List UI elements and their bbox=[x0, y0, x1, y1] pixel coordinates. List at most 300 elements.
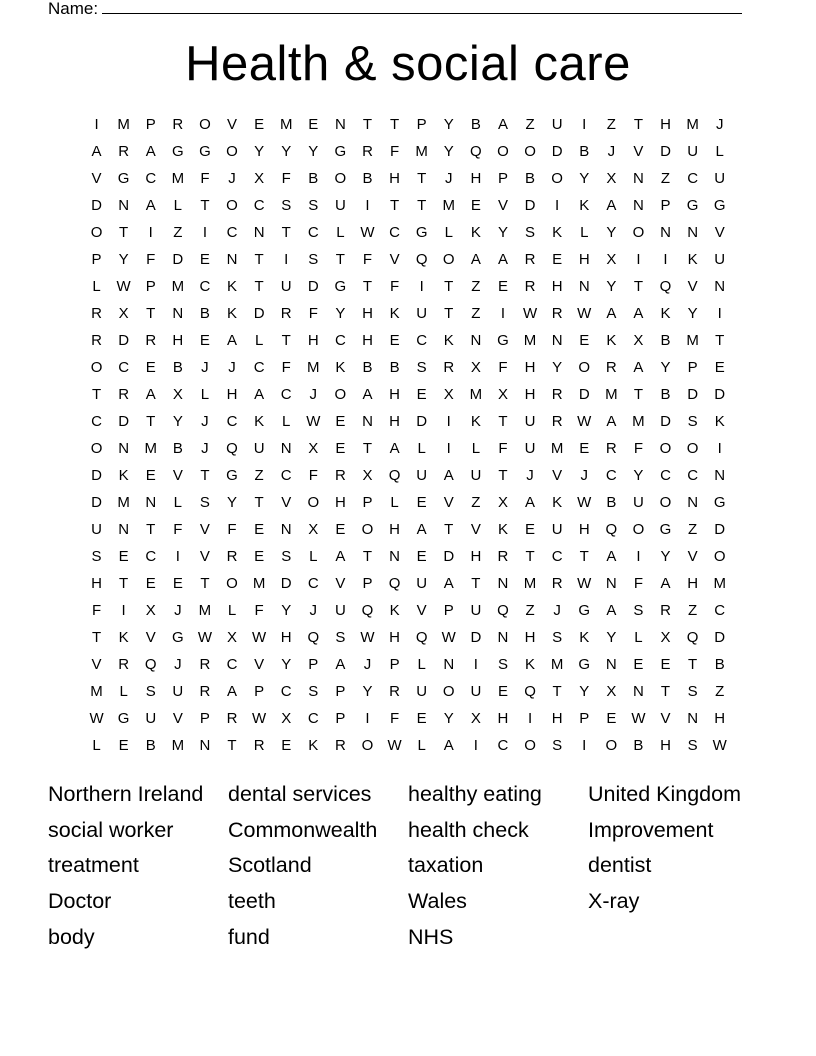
grid-letter: T bbox=[362, 278, 373, 295]
grid-letter: R bbox=[660, 602, 671, 619]
grid-letter: C bbox=[145, 170, 157, 187]
grid-letter: C bbox=[226, 413, 238, 430]
grid-letter: C bbox=[334, 332, 346, 349]
grid-letter: Z bbox=[471, 278, 481, 295]
grid-letter: K bbox=[714, 413, 725, 430]
word-list-item: healthy eating bbox=[408, 782, 542, 806]
grid-letter: C bbox=[307, 575, 319, 592]
grid-letter: W bbox=[89, 710, 104, 727]
grid-letter: M bbox=[117, 494, 130, 511]
grid-letter: U bbox=[145, 710, 157, 727]
grid-letter: A bbox=[606, 197, 617, 214]
grid-letter: G bbox=[171, 629, 184, 646]
grid-letter: H bbox=[389, 629, 400, 646]
grid-letter: T bbox=[633, 116, 643, 133]
grid-letter: N bbox=[497, 629, 509, 646]
grid-letter: C bbox=[605, 467, 617, 484]
grid-letter: Z bbox=[173, 224, 183, 241]
grid-letter: J bbox=[228, 170, 236, 187]
grid-letter: X bbox=[660, 629, 671, 646]
grid-letter: E bbox=[497, 683, 508, 700]
grid-letter: T bbox=[633, 386, 643, 403]
grid-letter: M bbox=[198, 602, 212, 619]
word-list-item: body bbox=[48, 924, 95, 949]
grid-letter: G bbox=[578, 602, 591, 619]
grid-letter: O bbox=[361, 737, 374, 754]
grid-letter: H bbox=[334, 494, 346, 511]
grid-letter: R bbox=[524, 278, 536, 295]
grid-letter: U bbox=[714, 251, 726, 268]
grid-letter: O bbox=[307, 494, 320, 511]
word-list-item: NHS bbox=[408, 924, 454, 949]
grid-letter: H bbox=[172, 332, 184, 349]
grid-letter: Y bbox=[687, 305, 698, 322]
grid-letter: R bbox=[172, 116, 184, 133]
grid-letter: C bbox=[687, 467, 699, 484]
grid-letter: I bbox=[148, 224, 153, 241]
grid-letter: A bbox=[497, 116, 508, 133]
grid-letter: X bbox=[470, 710, 481, 727]
grid-letter: C bbox=[199, 278, 211, 295]
grid-letter: P bbox=[91, 251, 102, 268]
name-label: Name: bbox=[48, 0, 99, 18]
grid-letter: T bbox=[444, 521, 454, 538]
grid-letter: T bbox=[146, 413, 156, 430]
grid-letter: H bbox=[578, 251, 590, 268]
grid-letter: A bbox=[145, 143, 156, 160]
grid-letter: N bbox=[687, 224, 699, 241]
grid-letter: C bbox=[497, 737, 509, 754]
grid-letter: L bbox=[309, 548, 318, 565]
grid-letter: P bbox=[362, 575, 373, 592]
grid-letter: Q bbox=[307, 629, 320, 646]
grid-letter: T bbox=[362, 116, 373, 133]
grid-letter: A bbox=[470, 251, 481, 268]
grid-letter: N bbox=[633, 683, 644, 700]
grid-letter: O bbox=[226, 143, 238, 160]
grid-letter: U bbox=[334, 602, 346, 619]
grid-letter: T bbox=[200, 467, 210, 484]
grid-letter: U bbox=[334, 197, 346, 214]
grid-letter: A bbox=[443, 575, 454, 592]
grid-letter: A bbox=[660, 575, 671, 592]
grid-letter: U bbox=[253, 440, 265, 457]
grid-letter: W bbox=[360, 629, 375, 646]
grid-letter: L bbox=[282, 413, 291, 430]
grid-letter: U bbox=[280, 278, 292, 295]
grid-letter: B bbox=[470, 116, 481, 133]
grid-letter: V bbox=[443, 494, 454, 511]
grid-letter: H bbox=[91, 575, 102, 592]
grid-letter: C bbox=[307, 224, 319, 241]
grid-letter: R bbox=[226, 548, 238, 565]
grid-letter: A bbox=[254, 386, 265, 403]
grid-letter: G bbox=[199, 143, 211, 160]
grid-letter: Q bbox=[415, 629, 428, 646]
grid-letter: Y bbox=[308, 143, 319, 160]
grid-letter: Q bbox=[659, 278, 672, 295]
grid-letter: K bbox=[497, 521, 508, 538]
grid-letter: F bbox=[389, 278, 400, 295]
grid-letter: C bbox=[687, 170, 699, 187]
grid-letter: R bbox=[551, 386, 563, 403]
grid-letter: O bbox=[713, 548, 726, 565]
grid-letter: E bbox=[145, 359, 156, 376]
grid-letter: E bbox=[389, 332, 400, 349]
grid-letter: O bbox=[551, 170, 563, 187]
grid-letter: D bbox=[118, 413, 130, 430]
grid-letter: I bbox=[527, 710, 533, 727]
grid-letter: P bbox=[389, 656, 400, 673]
word-list-item: taxation bbox=[408, 853, 484, 878]
grid-letter: Y bbox=[443, 143, 454, 160]
grid-letter: Z bbox=[660, 170, 671, 187]
grid-letter: P bbox=[254, 683, 265, 700]
grid-letter: E bbox=[335, 521, 346, 538]
grid-letter: H bbox=[660, 737, 671, 754]
grid-letter: R bbox=[118, 386, 130, 403]
grid-letter: D bbox=[172, 251, 184, 268]
grid-letter: R bbox=[334, 467, 346, 484]
grid-letter: D bbox=[253, 305, 265, 322]
grid-letter: T bbox=[119, 575, 129, 592]
grid-letter: V bbox=[199, 521, 210, 538]
grid-letter: T bbox=[362, 440, 373, 457]
grid-letter: L bbox=[417, 737, 426, 754]
grid-letter: Z bbox=[254, 467, 264, 484]
grid-letter: H bbox=[389, 170, 400, 187]
grid-letter: L bbox=[417, 656, 426, 673]
grid-letter: S bbox=[497, 656, 508, 673]
grid-letter: T bbox=[91, 629, 102, 646]
grid-letter: D bbox=[578, 386, 590, 403]
grid-letter: A bbox=[335, 656, 346, 673]
grid-letter: B bbox=[579, 143, 590, 160]
grid-letter: L bbox=[390, 494, 399, 511]
grid-letter: K bbox=[389, 602, 400, 619]
grid-letter: O bbox=[334, 170, 347, 187]
grid-letter: O bbox=[199, 116, 211, 133]
grid-letter: D bbox=[714, 386, 726, 403]
grid-letter: M bbox=[605, 386, 618, 403]
grid-letter: U bbox=[470, 602, 482, 619]
grid-letter: O bbox=[605, 737, 618, 754]
grid-letter: A bbox=[91, 143, 102, 160]
grid-letter: R bbox=[334, 737, 346, 754]
grid-letter: Z bbox=[715, 683, 725, 700]
grid-letter: X bbox=[443, 386, 454, 403]
grid-letter: B bbox=[714, 656, 725, 673]
grid-letter: E bbox=[416, 494, 427, 511]
grid-letter: E bbox=[579, 332, 590, 349]
grid-letter: O bbox=[90, 224, 103, 241]
grid-letter: H bbox=[470, 548, 482, 565]
grid-letter: W bbox=[712, 737, 727, 754]
grid-letter: X bbox=[470, 359, 481, 376]
grid-letter: E bbox=[335, 440, 346, 457]
grid-letter: Y bbox=[660, 548, 671, 565]
grid-letter: V bbox=[552, 467, 563, 484]
grid-letter: S bbox=[308, 197, 319, 214]
grid-letter: I bbox=[717, 440, 722, 457]
grid-letter: T bbox=[660, 683, 671, 700]
grid-letter: Z bbox=[606, 116, 616, 133]
grid-letter: E bbox=[416, 710, 427, 727]
word-list-item: Northern Ireland bbox=[48, 782, 204, 806]
grid-letter: N bbox=[199, 737, 211, 754]
grid-letter: F bbox=[362, 251, 373, 268]
grid-letter: Y bbox=[281, 143, 292, 160]
grid-letter: T bbox=[417, 197, 427, 214]
grid-letter: E bbox=[525, 521, 536, 538]
grid-letter: B bbox=[199, 305, 210, 322]
grid-letter: D bbox=[714, 629, 726, 646]
grid-letter: S bbox=[552, 629, 563, 646]
grid-letter: I bbox=[582, 116, 587, 133]
grid-letter: C bbox=[660, 467, 671, 484]
grid-letter: E bbox=[308, 116, 319, 133]
grid-letter: I bbox=[636, 251, 641, 268]
grid-letter: J bbox=[553, 602, 561, 619]
word-list-item: Wales bbox=[408, 889, 467, 914]
grid-letter: H bbox=[687, 575, 699, 592]
grid-letter: T bbox=[146, 305, 156, 322]
grid-letter: W bbox=[631, 710, 646, 727]
grid-letter: F bbox=[389, 710, 400, 727]
grid-letter: V bbox=[416, 602, 427, 619]
grid-letter: T bbox=[498, 467, 508, 484]
grid-letter: G bbox=[713, 494, 726, 511]
grid-letter: J bbox=[309, 386, 318, 403]
grid-letter: N bbox=[687, 710, 699, 727]
grid-letter: I bbox=[419, 278, 424, 295]
grid-letter: S bbox=[687, 737, 698, 754]
grid-letter: Y bbox=[118, 251, 129, 268]
grid-letter: H bbox=[524, 386, 536, 403]
grid-letter: S bbox=[525, 224, 536, 241]
grid-letter: I bbox=[473, 737, 478, 754]
grid-letter: H bbox=[551, 278, 563, 295]
grid-letter: Q bbox=[605, 521, 618, 538]
grid-letter: M bbox=[171, 170, 185, 187]
grid-letter: I bbox=[365, 710, 370, 727]
grid-letter: B bbox=[389, 359, 400, 376]
grid-letter: G bbox=[415, 224, 428, 241]
grid-letter: C bbox=[280, 386, 292, 403]
grid-letter: T bbox=[281, 224, 291, 241]
grid-letter: E bbox=[606, 710, 617, 727]
grid-letter: O bbox=[659, 494, 672, 511]
grid-letter: E bbox=[633, 656, 644, 673]
grid-letter: Y bbox=[579, 683, 590, 700]
grid-letter: C bbox=[416, 332, 428, 349]
grid-letter: F bbox=[281, 170, 291, 187]
grid-letter: P bbox=[308, 656, 319, 673]
grid-letter: S bbox=[281, 197, 292, 214]
grid-letter: N bbox=[389, 548, 400, 565]
grid-letter: E bbox=[145, 467, 156, 484]
grid-letter: N bbox=[633, 197, 644, 214]
grid-letter: M bbox=[117, 116, 130, 133]
grid-letter: X bbox=[497, 494, 508, 511]
grid-letter: J bbox=[228, 359, 236, 376]
grid-letter: Y bbox=[606, 224, 617, 241]
grid-letter: N bbox=[280, 440, 292, 457]
grid-letter: F bbox=[633, 440, 643, 457]
grid-letter: I bbox=[94, 116, 99, 133]
grid-letter: M bbox=[90, 683, 103, 700]
grid-letter: T bbox=[146, 521, 156, 538]
grid-letter: L bbox=[92, 278, 101, 295]
grid-letter: E bbox=[714, 359, 725, 376]
grid-letter: I bbox=[473, 656, 478, 673]
grid-letter: P bbox=[443, 602, 454, 619]
grid-letter: B bbox=[633, 737, 644, 754]
grid-letter: B bbox=[660, 386, 671, 403]
grid-letter: W bbox=[577, 413, 592, 430]
grid-letter: E bbox=[145, 575, 156, 592]
grid-letter: Y bbox=[633, 467, 644, 484]
grid-letter: L bbox=[634, 629, 643, 646]
grid-letter: V bbox=[633, 143, 644, 160]
grid-letter: B bbox=[606, 494, 617, 511]
grid-letter: O bbox=[632, 224, 645, 241]
grid-letter: C bbox=[280, 467, 292, 484]
grid-letter: A bbox=[633, 305, 644, 322]
grid-letter: D bbox=[551, 143, 563, 160]
grid-letter: N bbox=[118, 521, 130, 538]
grid-letter: A bbox=[497, 251, 508, 268]
grid-letter: T bbox=[525, 548, 535, 565]
grid-letter: S bbox=[687, 413, 698, 430]
grid-letter: D bbox=[280, 575, 292, 592]
grid-letter: D bbox=[307, 278, 319, 295]
grid-letter: S bbox=[281, 548, 292, 565]
grid-letter: H bbox=[714, 710, 726, 727]
grid-letter: G bbox=[226, 467, 238, 484]
grid-letter: V bbox=[714, 224, 725, 241]
grid-letter: M bbox=[171, 278, 185, 295]
grid-letter: U bbox=[551, 521, 563, 538]
grid-letter: E bbox=[172, 575, 183, 592]
grid-letter: H bbox=[551, 710, 563, 727]
grid-letter: B bbox=[660, 332, 671, 349]
grid-letter: J bbox=[201, 359, 209, 376]
grid-letter: Y bbox=[497, 224, 508, 241]
grid-letter: A bbox=[227, 683, 238, 700]
grid-letter: Z bbox=[471, 305, 481, 322]
grid-letter: T bbox=[471, 575, 481, 592]
grid-letter: V bbox=[497, 197, 508, 214]
grid-letter: V bbox=[470, 521, 481, 538]
grid-letter: H bbox=[280, 629, 292, 646]
grid-letter: T bbox=[579, 548, 589, 565]
grid-letter: L bbox=[173, 494, 182, 511]
grid-letter: U bbox=[714, 170, 726, 187]
grid-letter: O bbox=[226, 575, 238, 592]
grid-letter: F bbox=[173, 521, 183, 538]
grid-letter: S bbox=[416, 359, 427, 376]
grid-letter: I bbox=[365, 197, 370, 214]
word-list-item: teeth bbox=[228, 889, 276, 914]
grid-letter: H bbox=[497, 710, 509, 727]
grid-letter: W bbox=[441, 629, 456, 646]
grid-letter: U bbox=[551, 116, 563, 133]
grid-letter: J bbox=[174, 602, 182, 619]
grid-letter: Z bbox=[471, 494, 481, 511]
grid-letter: U bbox=[470, 467, 482, 484]
grid-letter: D bbox=[687, 386, 699, 403]
grid-letter: L bbox=[92, 737, 101, 754]
grid-letter: K bbox=[606, 332, 617, 349]
grid-letter: Y bbox=[362, 683, 373, 700]
grid-letter: O bbox=[226, 197, 238, 214]
grid-letter: T bbox=[715, 332, 725, 349]
grid-letter: T bbox=[200, 197, 210, 214]
grid-letter: J bbox=[201, 413, 209, 430]
grid-letter: T bbox=[254, 251, 264, 268]
grid-letter: F bbox=[254, 602, 264, 619]
grid-letter: X bbox=[145, 602, 156, 619]
grid-letter: T bbox=[362, 548, 373, 565]
grid-letter: T bbox=[688, 656, 698, 673]
name-field bbox=[48, 0, 742, 19]
grid-letter: G bbox=[117, 710, 130, 727]
grid-letter: O bbox=[524, 737, 536, 754]
word-list-item: Improvement bbox=[588, 817, 714, 842]
grid-letter: X bbox=[606, 683, 617, 700]
grid-letter: W bbox=[387, 737, 402, 754]
grid-letter: E bbox=[118, 737, 129, 754]
word-list bbox=[48, 776, 768, 954]
grid-letter: W bbox=[577, 305, 592, 322]
grid-letter: X bbox=[118, 305, 129, 322]
grid-letter: F bbox=[227, 521, 237, 538]
grid-letter: G bbox=[686, 197, 699, 214]
grid-letter: I bbox=[500, 305, 506, 322]
grid-letter: K bbox=[118, 467, 129, 484]
grid-letter: N bbox=[362, 413, 373, 430]
grid-letter: Y bbox=[335, 305, 346, 322]
grid-letter: T bbox=[444, 278, 454, 295]
grid-letter: P bbox=[199, 710, 210, 727]
grid-letter: I bbox=[284, 251, 289, 268]
grid-letter: A bbox=[389, 440, 400, 457]
grid-letter: S bbox=[308, 683, 319, 700]
grid-letter: F bbox=[281, 359, 291, 376]
grid-letter: T bbox=[335, 251, 345, 268]
grid-letter: Q bbox=[524, 683, 536, 700]
grid-letter: V bbox=[687, 278, 698, 295]
grid-letter: M bbox=[171, 737, 185, 754]
grid-letter: E bbox=[254, 116, 265, 133]
grid-letter: P bbox=[145, 278, 156, 295]
grid-letter: M bbox=[442, 197, 456, 214]
grid-letter: C bbox=[714, 602, 726, 619]
grid-letter: Y bbox=[443, 710, 454, 727]
grid-letter: E bbox=[281, 737, 292, 754]
grid-letter: H bbox=[660, 116, 671, 133]
grid-letter: R bbox=[389, 683, 400, 700]
grid-letter: K bbox=[308, 737, 319, 754]
grid-letter: Y bbox=[254, 143, 265, 160]
grid-letter: R bbox=[91, 332, 102, 349]
grid-letter: P bbox=[579, 710, 590, 727]
grid-letter: K bbox=[227, 278, 238, 295]
grid-letter: C bbox=[253, 359, 265, 376]
grid-letter: P bbox=[145, 116, 156, 133]
grid-letter: E bbox=[199, 251, 210, 268]
